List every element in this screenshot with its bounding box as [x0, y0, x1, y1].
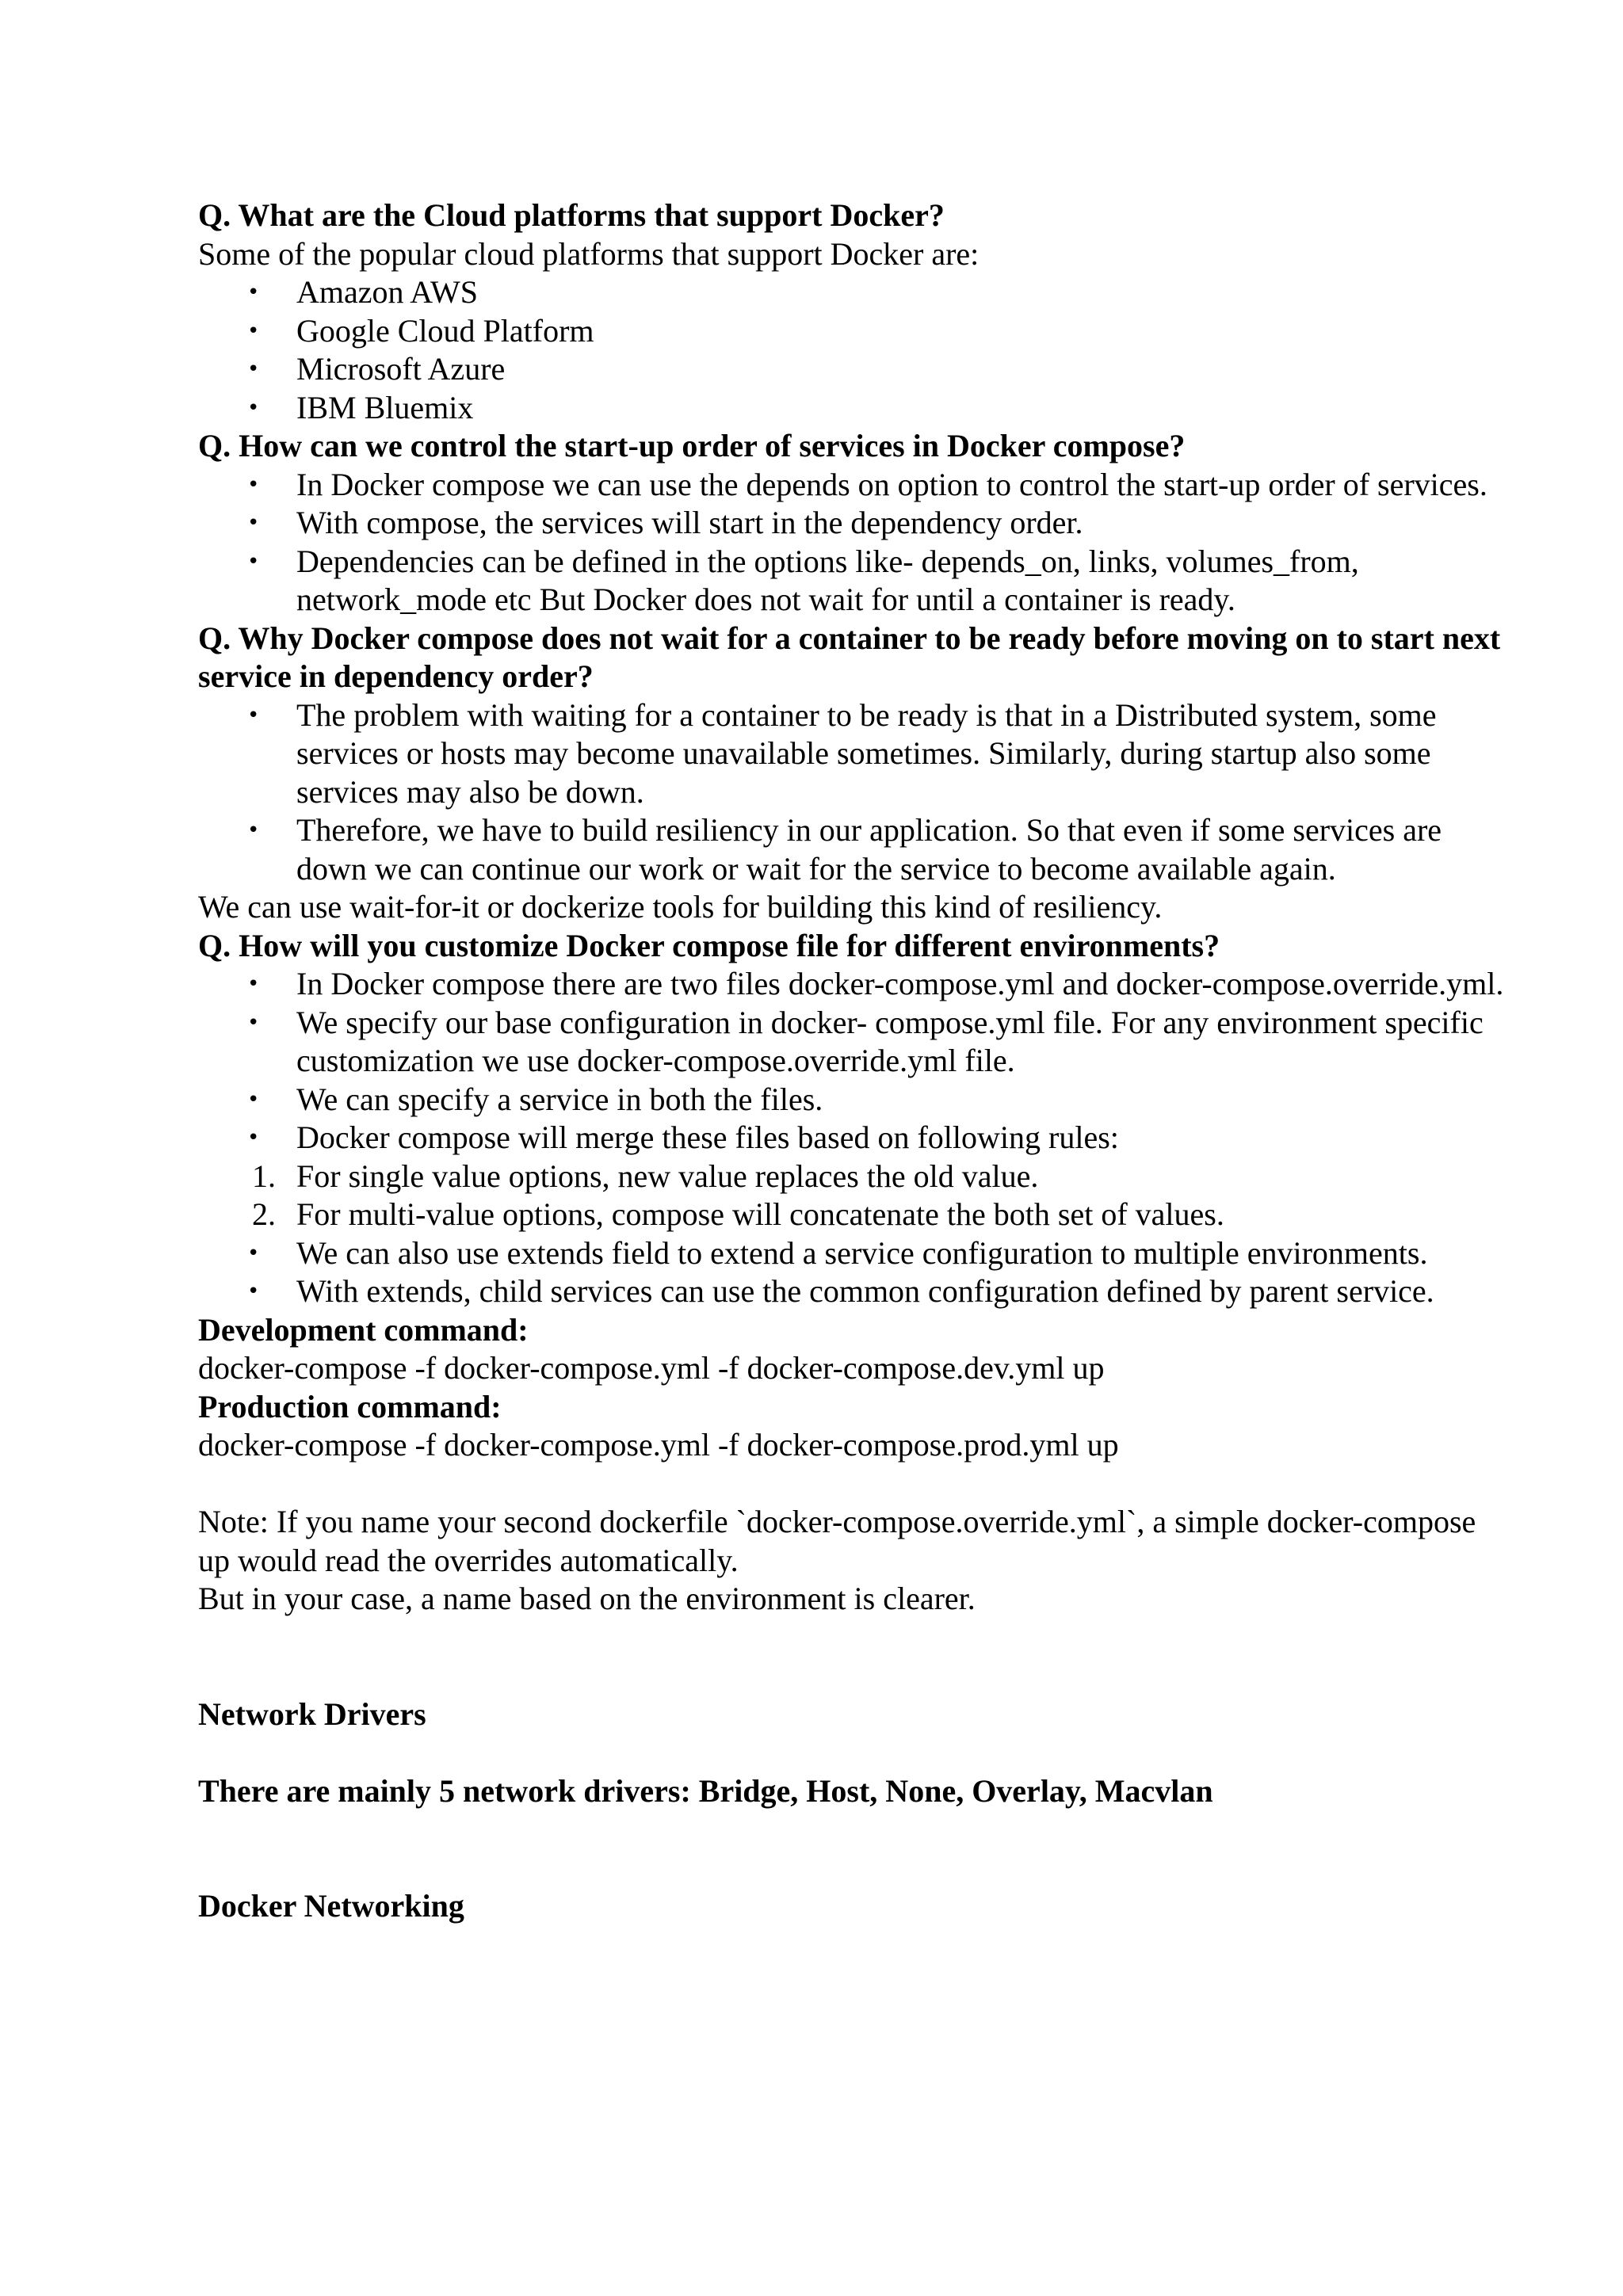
bullet-icon: •	[247, 818, 260, 842]
bullet-icon: •	[247, 1126, 260, 1150]
list-item: • In Docker compose there are two files docker-compose.yml and docker-compose.override.yml.	[198, 965, 1506, 1004]
list-item: • With extends, child services can use the common configuration defined by parent service.	[198, 1272, 1506, 1311]
section-heading: Network Drivers	[198, 1695, 426, 1732]
section-heading: There are mainly 5 network drivers: Bridge, Host, None, Overlay, Macvlan	[198, 1772, 1213, 1809]
bullet-list	[198, 273, 1506, 427]
note-paragraph: Note: If you name your second dockerfile `docker-compose.override.yml`, a simple docker-compose up would read the overrides automatically.	[198, 1504, 1476, 1578]
list-item: • Google Cloud Platform	[198, 312, 1506, 351]
question-heading: Q. What are the Cloud platforms that support Docker?	[198, 197, 945, 233]
bullet-icon: •	[247, 1280, 260, 1303]
bullet-list	[198, 696, 1506, 889]
command-text: docker-compose -f docker-compose.yml -f docker-compose.prod.yml up	[198, 1427, 1119, 1463]
numbered-item: 2. For multi-value options, compose will concatenate the both set of values.	[198, 1196, 1506, 1234]
list-item: • Microsoft Azure	[198, 350, 1506, 389]
bullet-icon: •	[247, 703, 260, 727]
list-item: • In Docker compose we can use the depends on option to control the start-up order of services.	[198, 466, 1506, 505]
spacer	[198, 1465, 1506, 1504]
bullet-icon: •	[247, 357, 260, 381]
paragraph: Some of the popular cloud platforms that support Docker are:	[198, 235, 980, 272]
list-item: • We can also use extends field to extend a service configuration to multiple environments.	[198, 1234, 1506, 1273]
bullet-icon: •	[247, 972, 260, 996]
bullet-icon: •	[247, 280, 260, 304]
list-item: • Amazon AWS	[198, 273, 1506, 312]
bullet-list	[198, 965, 1506, 1311]
question-heading: Q. How will you customize Docker compose file for different environments?	[198, 927, 1220, 963]
list-item: • We can specify a service in both the files.	[198, 1081, 1506, 1119]
list-item: • We specify our base configuration in docker- compose.yml file. For any environment specific customization we use docker-compose.override.yml file.	[247, 1004, 1484, 1078]
list-number: 2.	[252, 1196, 276, 1232]
list-item: • With compose, the services will start in the dependency order.	[198, 504, 1506, 543]
spacer	[198, 1810, 1506, 1887]
list-item: • IBM Bluemix	[198, 389, 1506, 428]
list-number: 1.	[252, 1158, 276, 1194]
paragraph: We can use wait-for-it or dockerize tools for building this kind of resiliency.	[198, 889, 1163, 925]
bullet-icon: •	[247, 395, 260, 420]
bullet-icon: •	[247, 511, 260, 535]
question-heading: Q. How can we control the start-up order of services in Docker compose?	[198, 428, 1186, 463]
spacer	[198, 1619, 1506, 1695]
numbered-item: 1. For single value options, new value replaces the old value.	[198, 1158, 1506, 1196]
bullet-icon: •	[247, 549, 260, 574]
list-item: • Dependencies can be defined in the options like- depends_on, links, volumes_from, network_mode etc But Docker does not wait for until a container is ready.	[247, 543, 1359, 617]
spacer	[198, 1733, 1506, 1772]
list-item: • Therefore, we have to build resiliency in our application. So that even if some services are down we can continue our work or wait for the service to become available again.	[247, 812, 1442, 887]
command-label: Development command:	[198, 1311, 529, 1348]
bullet-icon: •	[247, 1010, 260, 1035]
question-heading: Q. Why Docker compose does not wait for a container to be ready before moving on to start next service in dependency order?	[198, 620, 1501, 694]
list-item: • The problem with waiting for a container to be ready is that in a Distributed system, some services or hosts may become unavailable sometimes. Similarly, during startup also some services may also be down.	[247, 696, 1437, 810]
list-item: • Docker compose will merge these files based on following rules:	[198, 1119, 1506, 1158]
document-page	[198, 196, 1506, 1926]
note-paragraph: But in your case, a name based on the environment is clearer.	[198, 1581, 976, 1616]
bullet-icon: •	[247, 1087, 260, 1112]
section-heading: Docker Networking	[198, 1888, 464, 1924]
command-label: Production command:	[198, 1388, 502, 1425]
bullet-icon: •	[247, 318, 260, 343]
bullet-list	[198, 466, 1506, 620]
bullet-icon: •	[247, 472, 260, 497]
bullet-icon: •	[247, 1241, 260, 1265]
command-text: docker-compose -f docker-compose.yml -f docker-compose.dev.yml up	[198, 1350, 1105, 1386]
